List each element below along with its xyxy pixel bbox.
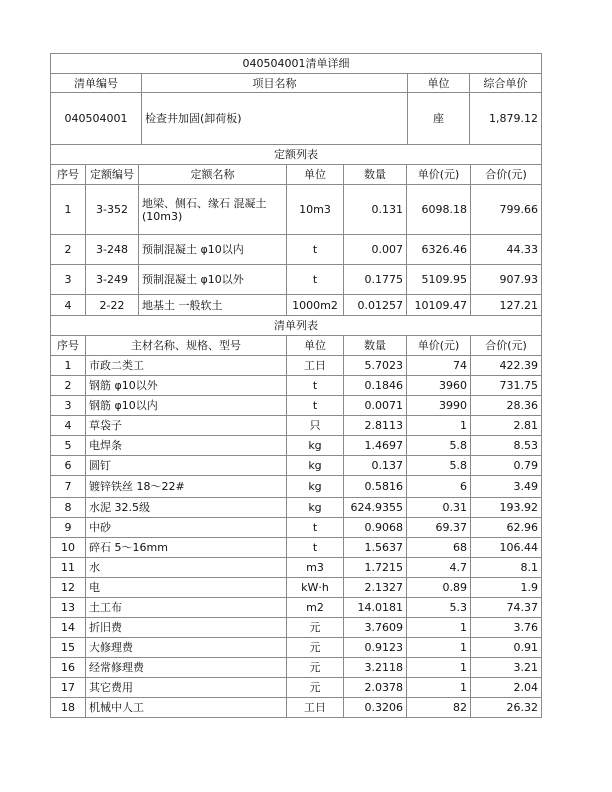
quota-unit: 1000m2: [287, 295, 344, 316]
material-unit-price: 1: [407, 618, 471, 638]
material-unit: kg: [287, 436, 344, 456]
quota-unit: t: [287, 265, 344, 295]
item-unit: 座: [408, 93, 470, 145]
qty-header: 数量: [344, 165, 407, 185]
material-total: 0.91: [471, 638, 542, 658]
item-name: 检查井加固(卸荷板): [142, 93, 408, 145]
quota-name-header: 定额名称: [139, 165, 287, 185]
material-total: 2.04: [471, 678, 542, 698]
material-total: 62.96: [471, 518, 542, 538]
material-seq: 9: [51, 518, 86, 538]
material-total: 74.37: [471, 598, 542, 618]
quota-qty: 0.1775: [344, 265, 407, 295]
material-seq: 12: [51, 578, 86, 598]
material-unit: t: [287, 376, 344, 396]
name-header: 项目名称: [142, 74, 408, 93]
material-unit-price: 3990: [407, 396, 471, 416]
material-qty: 3.2118: [344, 658, 407, 678]
material-qty: 2.0378: [344, 678, 407, 698]
material-seq: 18: [51, 698, 86, 718]
material-row: [51, 436, 542, 456]
material-unit-price: 4.7: [407, 558, 471, 578]
material-unit: 工日: [287, 698, 344, 718]
material-unit: 工日: [287, 356, 344, 376]
material-row: [51, 376, 542, 396]
material-name-header: 主材名称、规格、型号: [86, 336, 287, 356]
material-seq: 13: [51, 598, 86, 618]
material-qty: 2.8113: [344, 416, 407, 436]
material-unit: kg: [287, 498, 344, 518]
material-qty: 2.1327: [344, 578, 407, 598]
material-name: 钢筋 φ10以内: [86, 396, 287, 416]
material-seq: 15: [51, 638, 86, 658]
material-name: 电焊条: [86, 436, 287, 456]
quota-total: 799.66: [471, 185, 542, 235]
material-total: 3.49: [471, 476, 542, 498]
quota-code: 3-249: [86, 265, 139, 295]
material-row: [51, 498, 542, 518]
material-unit: kW·h: [287, 578, 344, 598]
price-header: 综合单价: [470, 74, 542, 93]
material-seq: 16: [51, 658, 86, 678]
material-unit: t: [287, 538, 344, 558]
material-seq: 5: [51, 436, 86, 456]
material-qty: 0.9068: [344, 518, 407, 538]
materials-section-title: 清单列表: [51, 316, 542, 336]
material-name: 市政二类工: [86, 356, 287, 376]
material-unit-price: 68: [407, 538, 471, 558]
total-header: 合价(元): [471, 336, 542, 356]
quota-unit: t: [287, 235, 344, 265]
material-unit-price: 69.37: [407, 518, 471, 538]
material-name: 经常修理费: [86, 658, 287, 678]
quota-qty: 0.01257: [344, 295, 407, 316]
material-qty: 5.7023: [344, 356, 407, 376]
material-seq: 3: [51, 396, 86, 416]
unit-header: 单位: [408, 74, 470, 93]
material-seq: 14: [51, 618, 86, 638]
material-row: [51, 658, 542, 678]
material-qty: 0.1846: [344, 376, 407, 396]
material-total: 0.79: [471, 456, 542, 476]
unit-price-header: 单价(元): [407, 165, 471, 185]
material-row: [51, 356, 542, 376]
quota-name: 地梁、侧石、缘石 混凝土(10m3): [139, 185, 287, 235]
quota-row: [51, 265, 542, 295]
material-qty: 3.7609: [344, 618, 407, 638]
material-row: [51, 678, 542, 698]
material-name: 机械中人工: [86, 698, 287, 718]
quota-code: 2-22: [86, 295, 139, 316]
material-total: 193.92: [471, 498, 542, 518]
quota-name: 预制混凝土 φ10以内: [139, 235, 287, 265]
material-unit: kg: [287, 456, 344, 476]
material-row: [51, 538, 542, 558]
material-unit-price: 3960: [407, 376, 471, 396]
material-unit: 元: [287, 658, 344, 678]
material-name: 其它费用: [86, 678, 287, 698]
material-seq: 1: [51, 356, 86, 376]
item-summary-table: [50, 53, 542, 145]
material-total: 2.81: [471, 416, 542, 436]
unit-header: 单位: [287, 165, 344, 185]
material-qty: 1.4697: [344, 436, 407, 456]
material-row: [51, 476, 542, 498]
qty-header: 数量: [344, 336, 407, 356]
material-unit-price: 5.8: [407, 436, 471, 456]
item-code: 040504001: [51, 93, 142, 145]
quota-code-header: 定额编号: [86, 165, 139, 185]
material-total: 28.36: [471, 396, 542, 416]
bill-detail-sheet: [50, 53, 541, 718]
material-qty: 624.9355: [344, 498, 407, 518]
material-row: [51, 558, 542, 578]
material-qty: 0.5816: [344, 476, 407, 498]
quota-seq: 2: [51, 235, 86, 265]
material-name: 折旧费: [86, 618, 287, 638]
material-total: 106.44: [471, 538, 542, 558]
material-total: 1.9: [471, 578, 542, 598]
material-unit: m2: [287, 598, 344, 618]
material-unit-price: 82: [407, 698, 471, 718]
quota-row: [51, 185, 542, 235]
material-name: 水: [86, 558, 287, 578]
quota-seq: 4: [51, 295, 86, 316]
material-seq: 10: [51, 538, 86, 558]
quota-row: [51, 235, 542, 265]
material-total: 3.76: [471, 618, 542, 638]
material-name: 圆钉: [86, 456, 287, 476]
material-name: 大修理费: [86, 638, 287, 658]
material-name: 镀锌铁丝 18～22#: [86, 476, 287, 498]
quota-total: 44.33: [471, 235, 542, 265]
material-qty: 0.3206: [344, 698, 407, 718]
material-unit: kg: [287, 476, 344, 498]
quota-qty: 0.131: [344, 185, 407, 235]
total-header: 合价(元): [471, 165, 542, 185]
code-header: 清单编号: [51, 74, 142, 93]
material-total: 8.53: [471, 436, 542, 456]
quota-total: 907.93: [471, 265, 542, 295]
quota-section-title: 定额列表: [51, 145, 542, 165]
quota-code: 3-352: [86, 185, 139, 235]
material-seq: 4: [51, 416, 86, 436]
material-unit: m3: [287, 558, 344, 578]
material-row: [51, 598, 542, 618]
quota-qty: 0.007: [344, 235, 407, 265]
material-seq: 2: [51, 376, 86, 396]
material-row: [51, 698, 542, 718]
material-unit-price: 0.31: [407, 498, 471, 518]
material-qty: 0.0071: [344, 396, 407, 416]
material-seq: 7: [51, 476, 86, 498]
material-qty: 0.137: [344, 456, 407, 476]
material-name: 土工布: [86, 598, 287, 618]
quota-name: 地基土 一般软土: [139, 295, 287, 316]
material-name: 碎石 5～16mm: [86, 538, 287, 558]
quota-unit-price: 6326.46: [407, 235, 471, 265]
material-qty: 0.9123: [344, 638, 407, 658]
material-qty: 1.5637: [344, 538, 407, 558]
item-price: 1,879.12: [470, 93, 542, 145]
quota-seq: 1: [51, 185, 86, 235]
quota-code: 3-248: [86, 235, 139, 265]
material-unit-price: 0.89: [407, 578, 471, 598]
material-qty: 1.7215: [344, 558, 407, 578]
material-total: 422.39: [471, 356, 542, 376]
material-unit-price: 1: [407, 416, 471, 436]
material-total: 26.32: [471, 698, 542, 718]
material-unit: t: [287, 518, 344, 538]
material-seq: 11: [51, 558, 86, 578]
material-row: [51, 518, 542, 538]
material-row: [51, 416, 542, 436]
material-name: 中砂: [86, 518, 287, 538]
quota-seq: 3: [51, 265, 86, 295]
material-seq: 17: [51, 678, 86, 698]
quota-unit-price: 5109.95: [407, 265, 471, 295]
material-row: [51, 638, 542, 658]
material-row: [51, 396, 542, 416]
material-row: [51, 578, 542, 598]
material-unit-price: 1: [407, 678, 471, 698]
sheet-title: 040504001清单详细: [51, 54, 542, 74]
material-seq: 8: [51, 498, 86, 518]
material-unit-price: 74: [407, 356, 471, 376]
quota-unit-price: 10109.47: [407, 295, 471, 316]
unit-price-header: 单价(元): [407, 336, 471, 356]
quota-row: [51, 295, 542, 316]
material-total: 731.75: [471, 376, 542, 396]
material-unit-price: 1: [407, 638, 471, 658]
material-unit: 元: [287, 638, 344, 658]
material-name: 电: [86, 578, 287, 598]
material-unit: 元: [287, 618, 344, 638]
material-row: [51, 456, 542, 476]
material-seq: 6: [51, 456, 86, 476]
material-unit-price: 6: [407, 476, 471, 498]
material-unit: t: [287, 396, 344, 416]
quota-total: 127.21: [471, 295, 542, 316]
material-unit-price: 5.8: [407, 456, 471, 476]
material-total: 8.1: [471, 558, 542, 578]
seq-header: 序号: [51, 165, 86, 185]
material-unit-price: 1: [407, 658, 471, 678]
quota-name: 预制混凝土 φ10以外: [139, 265, 287, 295]
material-name: 草袋子: [86, 416, 287, 436]
unit-header: 单位: [287, 336, 344, 356]
material-row: [51, 618, 542, 638]
quota-unit-price: 6098.18: [407, 185, 471, 235]
seq-header: 序号: [51, 336, 86, 356]
material-unit-price: 5.3: [407, 598, 471, 618]
material-qty: 14.0181: [344, 598, 407, 618]
detail-table: [50, 144, 542, 718]
quota-unit: 10m3: [287, 185, 344, 235]
material-name: 钢筋 φ10以外: [86, 376, 287, 396]
material-unit: 元: [287, 678, 344, 698]
material-name: 水泥 32.5级: [86, 498, 287, 518]
material-unit: 只: [287, 416, 344, 436]
material-total: 3.21: [471, 658, 542, 678]
